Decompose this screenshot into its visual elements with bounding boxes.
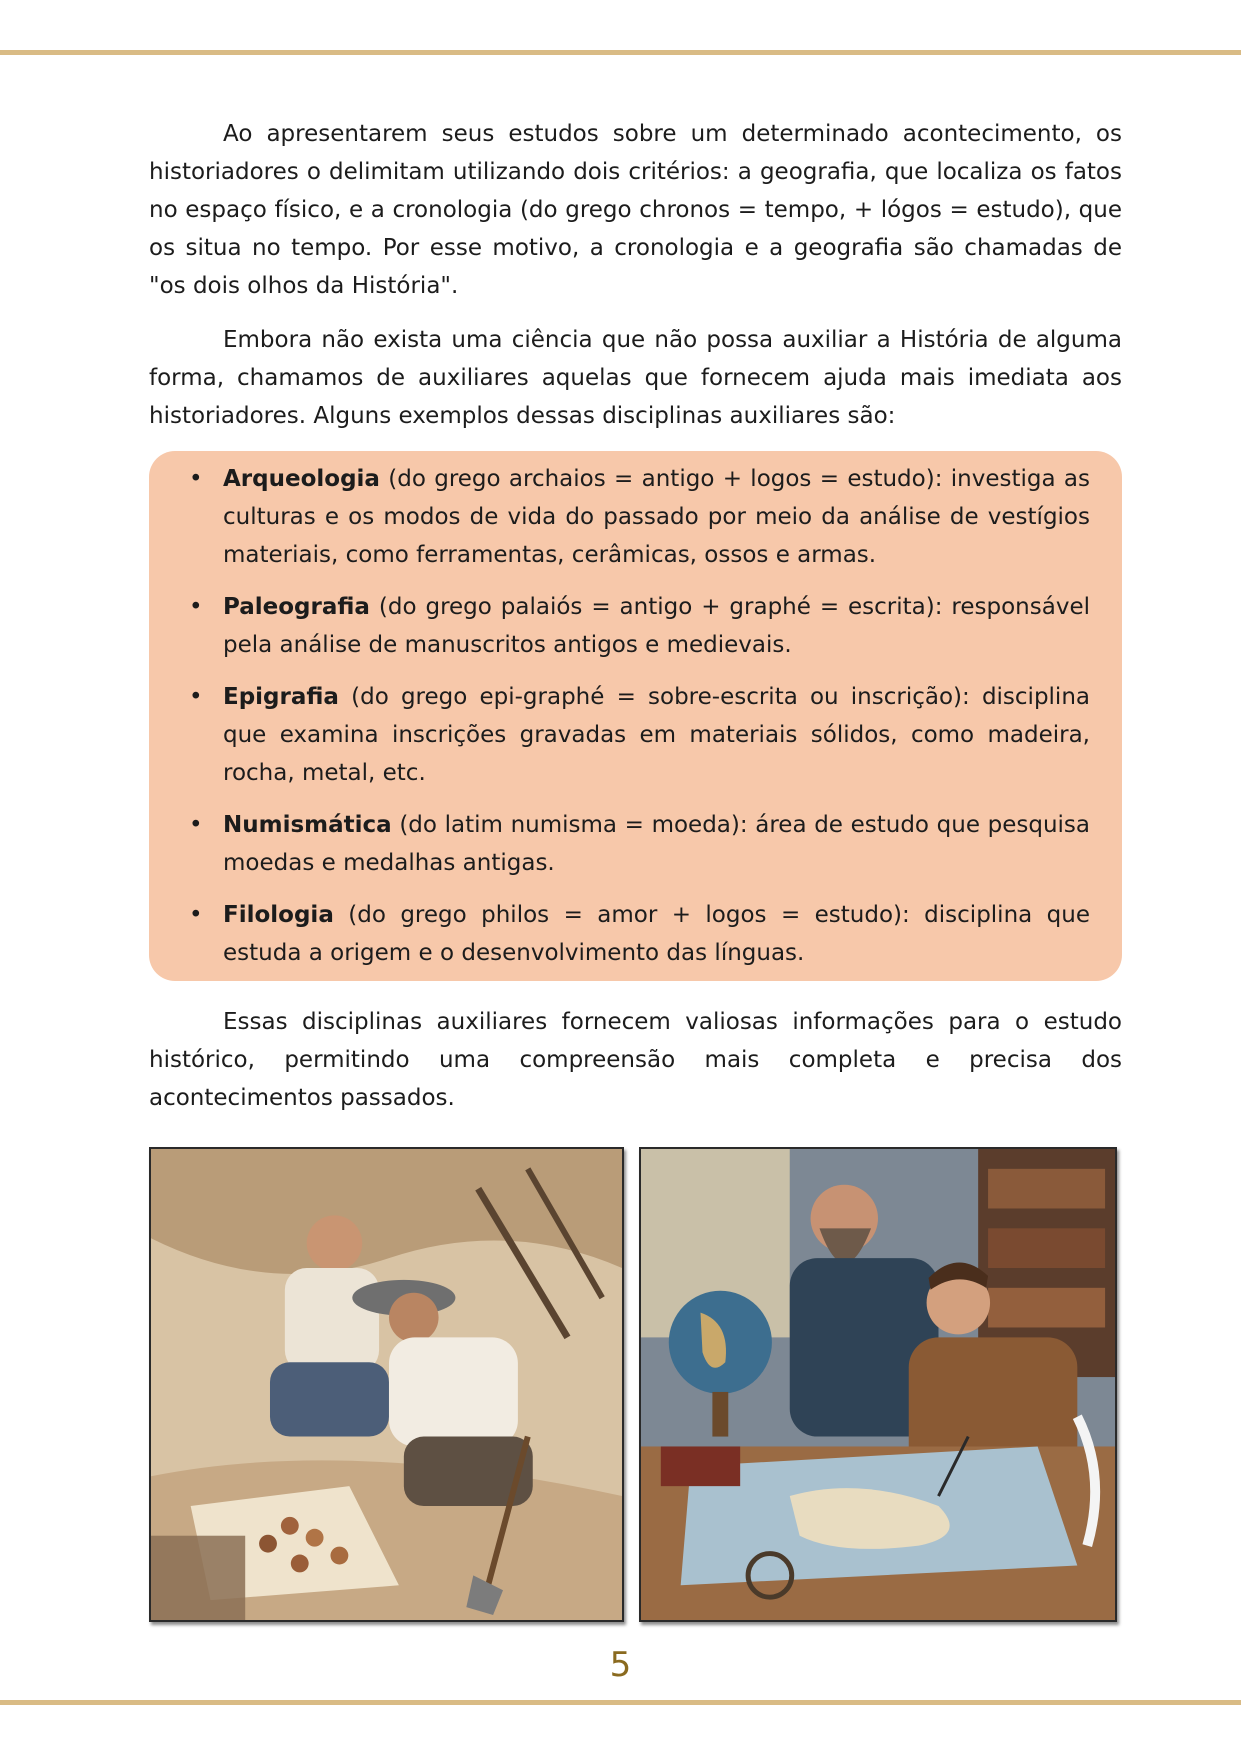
definition: (do grego palaiós = antigo + graphé = escrita): responsável pela análise de manuscritos antigos e medievais. <box>223 594 1090 658</box>
list-item-epigrafia <box>189 678 1090 792</box>
term: Paleografia <box>223 594 370 620</box>
list-item-filologia <box>189 896 1090 972</box>
archaeologists-dig-image <box>151 1149 622 1620</box>
page-number: 5 <box>609 1645 632 1685</box>
top-rule <box>0 50 1241 55</box>
bottom-rule <box>0 1700 1241 1705</box>
term: Numismática <box>223 812 392 838</box>
page-content <box>149 115 1122 1133</box>
disciplines-list <box>189 460 1090 972</box>
bullet-icon: • <box>189 466 203 492</box>
intro-paragraph: Ao apresentarem seus estudos sobre um determinado acontecimento, os historiadores o delimitam utilizando dois critérios: a geografia, que localiza os fatos no espaço físico, e a cronologia (do grego chronos = tempo, + lógos = estudo), que os situa no tempo. Por esse motivo, a cronologia e a geografia são chamadas de "os dois olhos da História". <box>149 121 1122 299</box>
study-illustration <box>639 1147 1117 1622</box>
term: Arqueologia <box>223 466 380 492</box>
bullet-icon: • <box>189 812 203 838</box>
definition: (do grego archaios = antigo + logos = estudo): investiga as culturas e os modos de vida do passado por meio da análise de vestígios materiais, como ferramentas, cerâmicas, ossos e armas. <box>223 466 1090 568</box>
archaeology-illustration <box>149 1147 624 1622</box>
definition: (do grego epi-graphé = sobre-escrita ou inscrição): disciplina que examina inscrições gravadas em materiais sólidos, como madeira, rocha, metal, etc. <box>223 684 1090 786</box>
disciplines-box <box>149 451 1122 981</box>
term: Epigrafia <box>223 684 339 710</box>
bullet-icon: • <box>189 684 203 710</box>
term: Filologia <box>223 902 334 928</box>
list-item-arqueologia <box>189 460 1090 574</box>
bullet-icon: • <box>189 902 203 928</box>
illustrations <box>149 1147 1117 1622</box>
list-item-numismatica <box>189 806 1090 882</box>
scholars-map-image <box>641 1149 1115 1620</box>
closing-paragraph: Essas disciplinas auxiliares fornecem valiosas informações para o estudo histórico, permitindo uma compreensão mais completa e precisa dos acontecimentos passados. <box>149 1009 1122 1111</box>
definition: (do grego philos = amor + logos = estudo): disciplina que estuda a origem e o desenvolvimento das línguas. <box>223 902 1090 966</box>
definition: (do latim numisma = moeda): área de estudo que pesquisa moedas e medalhas antigas. <box>223 812 1090 876</box>
list-item-paleografia <box>189 588 1090 664</box>
auxiliary-paragraph: Embora não exista uma ciência que não possa auxiliar a História de alguma forma, chamamos de auxiliares aquelas que fornecem ajuda mais imediata aos historiadores. Alguns exemplos dessas disciplinas auxiliares são: <box>149 327 1122 429</box>
bullet-icon: • <box>189 594 203 620</box>
